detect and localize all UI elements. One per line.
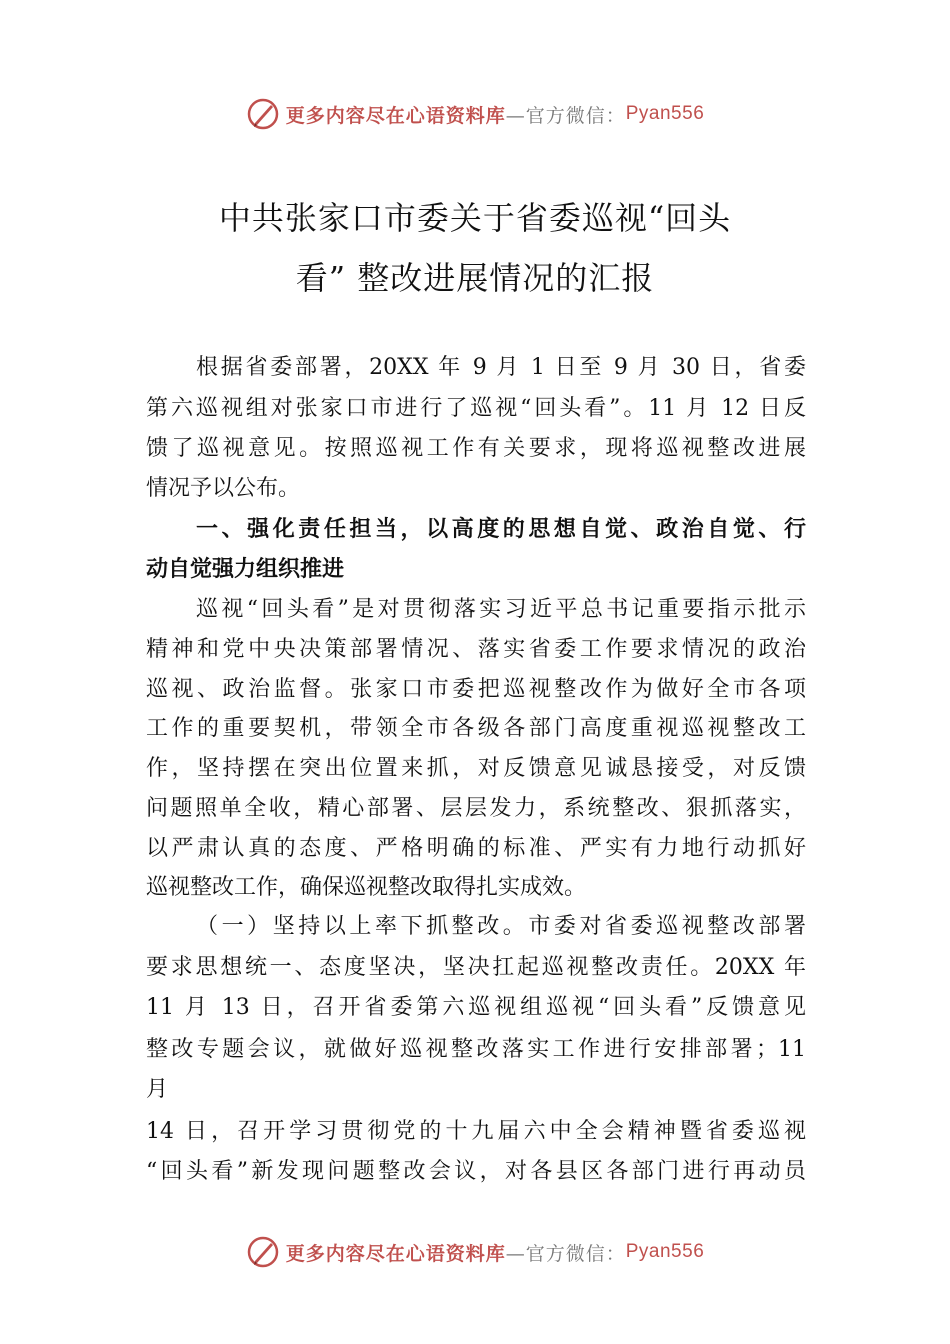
banner-separator-text: —官方微信： [505, 104, 626, 127]
body-line: 问题照单全收，精心部署、层层发力，系统整改、狠抓落实， [146, 796, 806, 821]
body-line: 14 日，召开学习贯彻党的十九届六中全会精神暨省委巡视 [146, 1119, 806, 1144]
header-watermark-banner [0, 94, 950, 134]
banner-wechat-id: Pyan556 [625, 103, 705, 124]
body-line: 第六巡视组对张家口市进行了巡视“回头看”。11 月 12 日反 [146, 396, 806, 421]
document-title-line-1: 中共张家口市委关于省委巡视“回头 [218, 199, 732, 237]
body-line: 巡视“回头看”是对贯彻落实习近平总书记重要指示批示 [196, 597, 806, 622]
banner-main-text: 更多内容尽在心语资料库 [285, 104, 506, 127]
subsection-line: （一）坚持以上率下抓整改。市委对省委巡视整改部署 [196, 914, 806, 939]
quill-pen-logo-icon [246, 97, 280, 131]
document-title-line-2: 看” 整改进展情况的汇报 [295, 259, 655, 297]
body-line: 整改专题会议，就做好巡视整改落实工作进行安排部署；11 [146, 1037, 806, 1062]
body-line: 巡视、政治监督。张家口市委把巡视整改作为做好全市各项 [146, 677, 806, 702]
body-line: 月 [146, 1077, 169, 1102]
body-line: 11 月 13 日，召开省委第六巡视组巡视“回头看”反馈意见 [146, 995, 806, 1020]
body-line: 巡视整改工作，确保巡视整改取得扎实成效。 [146, 875, 587, 900]
quill-pen-logo-icon [246, 1235, 280, 1269]
section-heading-line: 动自觉强力组织推进 [146, 557, 345, 582]
body-line: 精神和党中央决策部署情况、落实省委工作要求情况的政治 [146, 637, 806, 662]
body-line: 根据省委部署，20XX 年 9 月 1 日至 9 月 30 日，省委 [196, 355, 806, 380]
banner-wechat-id: Pyan556 [625, 1241, 705, 1262]
body-line: 以严肃认真的态度、严格明确的标准、严实有力地行动抓好 [146, 836, 806, 861]
footer-watermark-banner [0, 1232, 950, 1272]
body-line: 要求思想统一、态度坚决，坚决扛起巡视整改责任。20XX 年 [146, 955, 806, 980]
body-line: 作，坚持摆在突出位置来抓，对反馈意见诚恳接受，对反馈 [146, 756, 806, 781]
banner-main-text: 更多内容尽在心语资料库 [285, 1242, 506, 1265]
banner-separator-text: —官方微信： [505, 1242, 626, 1265]
body-line: 馈了巡视意见。按照巡视工作有关要求，现将巡视整改进展 [146, 436, 806, 461]
body-line: 情况予以公布。 [146, 476, 301, 501]
body-line: 工作的重要契机，带领全市各级各部门高度重视巡视整改工 [146, 716, 806, 741]
body-line: “回头看”新发现问题整改会议，对各县区各部门进行再动员 [146, 1159, 806, 1184]
section-heading-line: 一、强化责任担当，以高度的思想自觉、政治自觉、行 [196, 517, 806, 542]
